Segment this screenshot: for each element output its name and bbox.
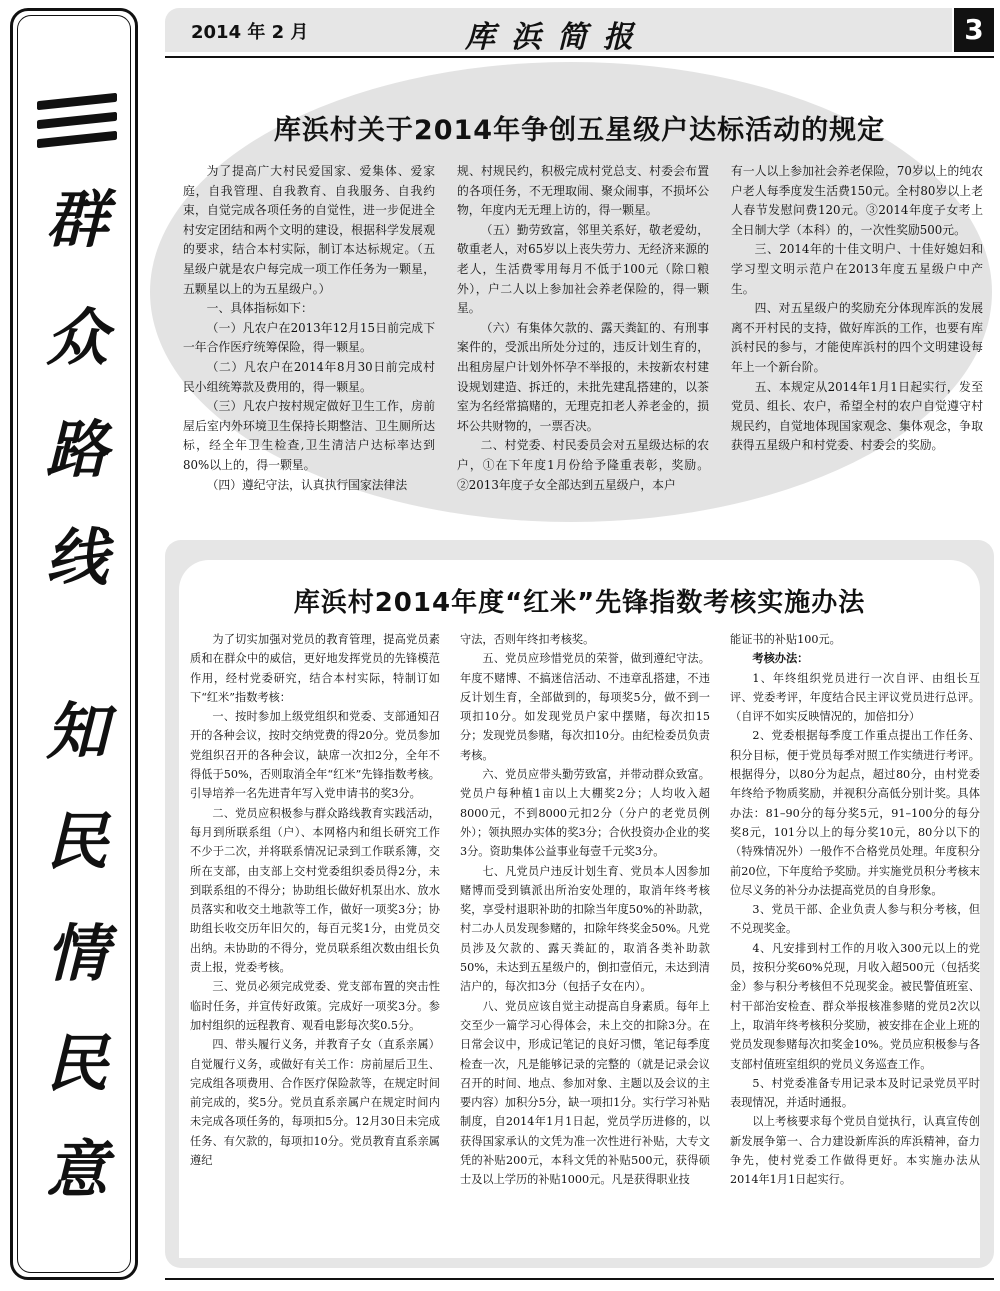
sidebar-char: 群 xyxy=(45,183,108,256)
sidebar-decor-icon xyxy=(37,97,117,157)
sidebar-char: 意 xyxy=(45,1133,108,1206)
paragraph: （四）遵纪守法，认真执行国家法律法 xyxy=(206,477,408,492)
sidebar-char: 众 xyxy=(45,301,108,374)
paragraph: （三）凡农户按村规定做好卫生工作，房前屋后室内外环境卫生保持长期整洁、卫生厕所达标，经全年卫生检查,卫生清洁户达标率达到80%以上的，得一颗星。 xyxy=(183,399,435,472)
paragraph: 为了提高广大村民爱国家、爱集体、爱家庭，自我管理、自我教育、自我服务、自我约束，自觉完成各项任务的自觉性，进一步促进全村安定团结和两个文明的建设，根据科学发展观的要求，结合本村实际，制订本达标规定。（五星级户就是农户每完成一项工作任务为一颗星，五颗星以上的为五星级户。） xyxy=(183,164,435,296)
footer-divider xyxy=(165,1278,994,1280)
paragraph: 五、本规定从2014年1月1日起实行，发至党员、组长、农户，希望全村的农户自觉遵守村规民约，自觉地体现国家观念、集体观念，争取获得五星级户和村党委、村委会的奖励。 xyxy=(731,379,983,453)
article2-body xyxy=(190,630,980,1262)
paragraph: 5、村党委准备专用记录本及时记录党员平时表现情况，并适时通报。 xyxy=(730,1076,980,1110)
article2-col3 xyxy=(730,630,980,1262)
paragraph: 二、村党委、村民委员会对五星级达标的农户，①在下年度1月份给予隆重表彰，奖励。②2013年度子女全部达到五星级户，本户 xyxy=(457,438,709,492)
paragraph: 七、凡党员户违反计划生育、党员本人因参加赌博而受到镇派出所治安处理的，取消年终考核奖，享受村退职补助的扣除当年度50%的补助款，村二办人员发现参赌的，扣除年终奖金50%。凡党员涉及欠款的、露天粪缸的，取消各类补助款50%，未达到五星级户的，倒扣壹佰元，未达到清洁户的，每次扣3分（包括子女在内）。 xyxy=(460,864,710,994)
paragraph: 为了切实加强对党员的教育管理，提高党员素质和在群众中的威信，更好地发挥党员的先锋模范作用，经村党委研究，结合本村实际，特制订如下“红米”指数考核： xyxy=(190,633,440,704)
page-number: 3 xyxy=(954,8,994,52)
paragraph: 二、党员应积极参与群众路线教育实践活动，每月到所联系组（户）、本网格内和组长研究工作不少于二次，并将联系情况记录到工作联系簿，交所在支部，由支部上交村党委组织委员得2分，未到联系组的不得分；协助组长做好机泵出水、放水员落实和收交土地款等工作，做好一项奖3分；协助组长收交历年旧欠的，每百元奖1分，由党员交出纳。未协助的不得分，党员联系组次数由组长负责上报，党委考核。 xyxy=(190,806,440,975)
paragraph: （五）勤劳致富，邻里关系好，敬老爱幼，敬重老人，对65岁以上丧失劳力、无经济来源的老人，生活费零用每月不低于100元（除口粮外），户二人以上参加社会养老保险的，得一颗星。 xyxy=(457,222,709,316)
sidebar-char: 线 xyxy=(45,521,108,594)
header-divider xyxy=(165,56,994,58)
article1-col1 xyxy=(183,162,435,502)
paragraph: 3、党员干部、企业负责人参与积分考核，但不兑现奖金。 xyxy=(730,903,980,936)
page-header xyxy=(165,8,952,55)
sidebar-char: 民 xyxy=(45,1027,108,1100)
paragraph: （六）有集体欠款的、露天粪缸的、有刑事案件的，受派出所处分过的，违反计划生育的，出租房屋户计划外怀孕不举报的，未按新农村建设规划建造、拆迁的，未批先建乱搭建的，以茶室为名经常搞赌的，无理克扣老人养老金的，损坏公共财物的，一票否决。 xyxy=(457,320,709,433)
paragraph: 三、党员必须完成党委、党支部布置的突击性临时任务，并宣传好政策。完成好一项奖3分。参加村组织的远程教育、观看电影每次奖0.5分。 xyxy=(190,980,440,1032)
paragraph: 以上考核要求每个党员自觉执行，认真宣传创新发展争第一、合力建设新库浜的库浜精神，奋力争先，使村党委工作做得更好。本实施办法从2014年1月1日起实行。 xyxy=(730,1115,980,1187)
article2-col2 xyxy=(460,630,710,1262)
section-heading: 考核办法： xyxy=(752,651,809,666)
article1-title: 库浜村关于2014年争创五星级户达标活动的规定 xyxy=(273,115,886,146)
paragraph: 一、按时参加上级党组织和党委、支部通知召开的各种会议，按时交纳党费的得20分。党员参加党组织召开的各种会议，缺席一次扣2分，全年不得低于50%，否则取消全年“红米”先锋指数考核。引导培养一名先进青年写入党申请书的奖3分。 xyxy=(190,710,440,801)
paragraph: 规、村规民约，积极完成村党总支、村委会布置的各项任务，不无理取闹、聚众闹事，不损坏公物，年度内无无理上访的，得一颗星。 xyxy=(457,164,709,218)
article1-col2 xyxy=(457,162,709,502)
paragraph: 六、党员应带头勤劳致富，并带动群众致富。党员户每种植1亩以上大棚奖2分；人均收入超8000元，不到8000元扣2分（分户的老党员例外）；领执照办实体的奖3分；合伙投资办企业的奖3分。资助集体公益事业每壹千元奖3分。 xyxy=(460,768,710,859)
paragraph: 守法，否则年终扣考核奖。 xyxy=(460,633,595,646)
sidebar-char: 知 xyxy=(45,695,108,768)
paragraph: 四、对五星级户的奖励充分体现库浜的发展离不开村民的支持，做好库浜的工作，也要有库浜村民的参与，才能使库浜村的四个文明建设每年上一个新台阶。 xyxy=(731,301,983,374)
paragraph: 4、凡安排到村工作的月收入300元以上的党员，按积分奖60%兑现，月收入超500元（包括奖金）参与积分考核但不兑现奖金。被民警值班室、村干部治安检查、群众举报核准参赌的党员2次以上，取消年终考核积分奖励，被安排在企业上班的党员发现参赌每次扣奖金10%。党员应积极参与各支部村值班室组织的党员义务巡查工作。 xyxy=(730,941,980,1071)
masthead: 库浜简报 xyxy=(465,20,649,55)
paragraph: 有一人以上参加社会养老保险，70岁以上的纯农户老人每季度发生活费150元。全村80岁以上老人春节发慰问费120元。③2014年度子女考上全日制大学（本科）的，一次性奖励500元。 xyxy=(731,164,983,237)
sidebar-char: 情 xyxy=(45,917,108,990)
sidebar-char: 路 xyxy=(45,413,108,486)
issue-date: 2014 年 2 月 xyxy=(191,22,309,43)
paragraph: （二）凡农户在2014年8月30日前完成村民小组统筹款及费用的，得一颗星。 xyxy=(183,359,435,394)
paragraph: 四、带头履行义务，并教育子女（直系亲属）自觉履行义务，或做好有关工作：房前屋后卫生、完成组各项费用、合作医疗保险款等，在规定时间前完成的，奖5分。党员直系亲属户在规定时间内未完成各项任务的，每项扣5分。12月30日未完成任务、有欠款的，每项扣10分。党员教育直系亲属遵纪 xyxy=(190,1038,440,1168)
paragraph: 一、具体指标如下： xyxy=(206,301,313,316)
paragraph: 五、党员应珍惜党员的荣誉，做到遵纪守法。年度不赌博、不搞迷信活动、不违章乱搭建，不违反计划生育，全部做到的，每项奖5分，做不到一项扣10分。如发现党员户家中摆赌，每次扣15分；发现党员参赌，每次扣10分。由纪检委员负责考核。 xyxy=(460,652,710,762)
sidebar-char: 民 xyxy=(45,805,108,878)
article2-title: 库浜村2014年度“红米”先锋指数考核实施办法 xyxy=(293,588,866,618)
paragraph: 三、2014年的十佳文明户、十佳好媳妇和学习型文明示范户在2013年度五星级户中产生。 xyxy=(731,242,983,296)
paragraph: 八、党员应该自觉主动提高自身素质。每年上交至少一篇学习心得体会，未上交的扣除3分。在日常会议中，形成记笔记的良好习惯，笔记每季度检查一次，凡是能够记录的完整的（就是记录会议召开的时间、地点、参加对象、主题以及会议的主要内容）加积分5分，缺一项扣1分。实行学习补贴制度，自2014年1月1日起，党员学历进修的，以获得国家承认的文凭为准一次性进行补贴，大专文凭的补贴200元，本科文凭的补贴500元，获得硕士及以上学历的补贴1000元。凡是获得职业技 xyxy=(460,999,710,1187)
sidebar-panel xyxy=(10,8,138,1280)
paragraph: （一）凡农户在2013年12月15日前完成下一年合作医疗统筹保险，得一颗星。 xyxy=(183,320,435,355)
article2-col1 xyxy=(190,630,440,1262)
article1-body xyxy=(183,162,983,502)
paragraph: 能证书的补贴100元。 xyxy=(730,633,841,646)
article1-col3 xyxy=(731,162,983,502)
paragraph: 2、党委根据每季度工作重点提出工作任务、积分目标，便于党员每季对照工作实绩进行考评。根据得分，以80分为起点，超过80分，由村党委年终给予物质奖励，并视积分高低分别计奖。具体办法：81–90分的每分奖5元，91–100分的每分奖8元，101分以上的每分奖10元，80分以下的（特殊情况外）一般作不合格党员处理。年度积分前20位，下年度给予奖励。并实施党员积分考核末位尽义务的补分办法提高党员的自身形象。 xyxy=(730,729,980,897)
paragraph: 1、年终组织党员进行一次自评、由组长互评、党委考评，年度结合民主评议党员进行总评。（自评不如实反映情况的，加倍扣分） xyxy=(730,671,980,724)
